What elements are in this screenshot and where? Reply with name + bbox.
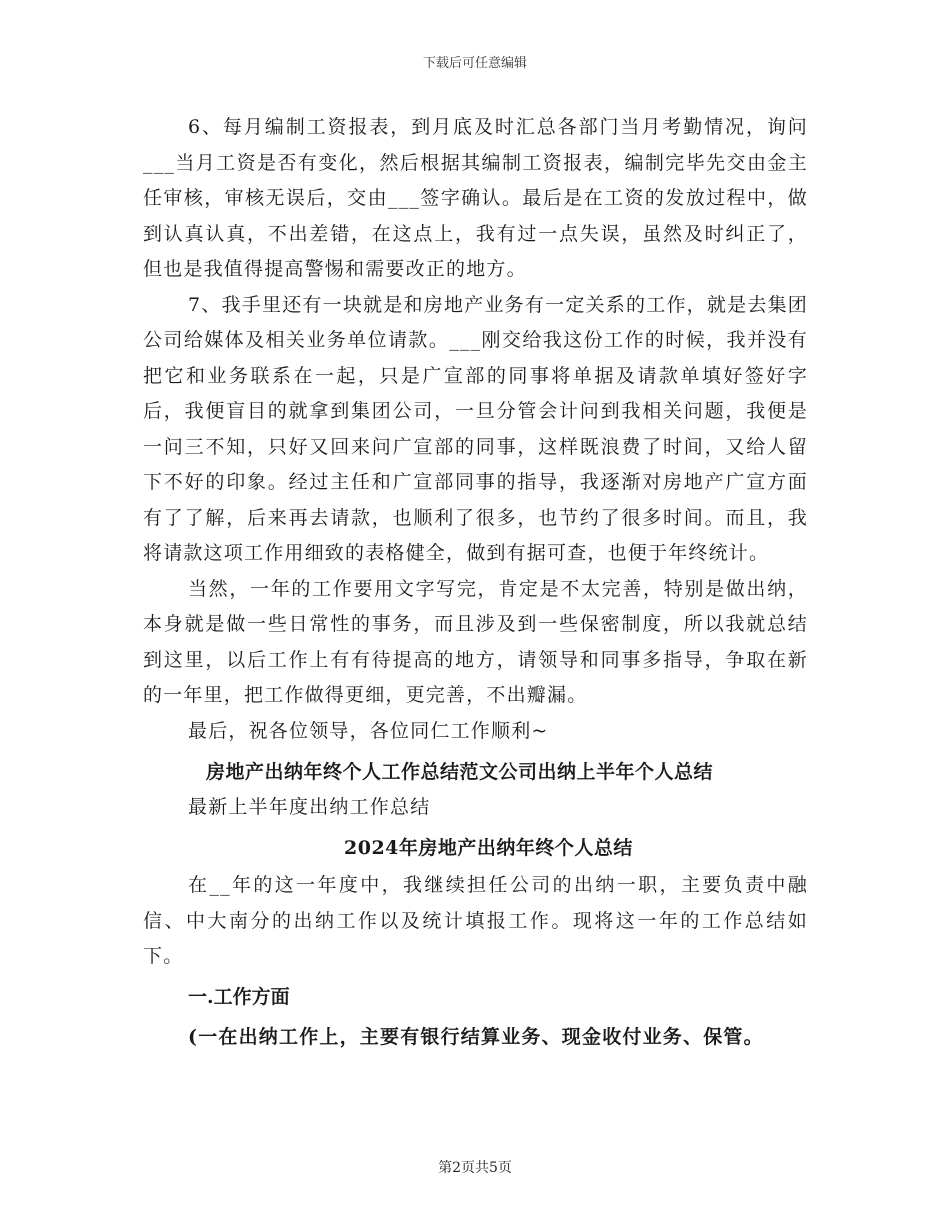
document-title: 2024年房地产出纳年终个人总结 bbox=[344, 837, 633, 859]
page-header-note: 下载后可任意编辑 bbox=[422, 56, 527, 71]
document-body bbox=[143, 110, 808, 1057]
paragraph-item-7: 7、我手里还有一块就是和房地产业务有一定关系的工作，就是去集团公司给媒体及相关业务单位请款。___刚交给我这份工作的时候，我并没有把它和业务联系在一起，只是广宣部的同事将单据及请款单填好签好字后，我便盲目的就拿到集团公司，一旦分管会计问到我相关问题，我便是一问三不知，只好又回来问广宣部的同事，这样既浪费了时间，又给人留下不好的印象。经过主任和广宣部同事的指导，我逐渐对房地产广宣方面有了了解，后来再去请款，也顺利了很多，也节约了很多时间。而且，我将请款这项工作用细致的表格健全，做到有据可查，也便于年终统计。 bbox=[143, 293, 808, 564]
related-subtitle: 最新上半年度出纳工作总结 bbox=[188, 796, 431, 818]
paragraph-conclusion: 当然，一年的工作要用文字写完，肯定是不太完善，特别是做出纳，本身就是做一些日常性的事务，而且涉及到一些保密制度，所以我就总结到这里，以后工作上有有待提高的地方，请领导和同事多指导，争取在新的一年里，把工作做得更细，更完善，不出瓣漏。 bbox=[143, 577, 808, 706]
paragraph-intro: 在__年的这一年度中，我继续担任公司的出纳一职，主要负责中融信、中大南分的出纳工作以及统计填报工作。现将这一年的工作总结如下。 bbox=[143, 874, 808, 967]
page-number: 第2页共5页 bbox=[438, 1160, 512, 1176]
paragraph-item-6: 6、每月编制工资报表，到月底及时汇总各部门当月考勤情况，询问___当月工资是否有变化，然后根据其编制工资报表，编制完毕先交由金主任审核，审核无误后，交由___签字确认。最后是在工资的发放过程中，做到认真认真，不出差错，在这点上，我有过一点失误，虽然及时纠正了，但也是我值得提高警惕和需要改正的地方。 bbox=[143, 116, 808, 280]
subsection-heading-cashier: (一在出纳工作上，主要有银行结算业务、现金收付业务、保管。 bbox=[188, 1025, 764, 1048]
related-titles-heading: 房地产出纳年终个人工作总结范文公司出纳上半年个人总结 bbox=[206, 761, 714, 783]
paragraph-closing-wish: 最后，祝各位领导，各位同仁工作顺利~ bbox=[188, 719, 549, 742]
section-heading-work: 一.工作方面 bbox=[188, 985, 290, 1008]
